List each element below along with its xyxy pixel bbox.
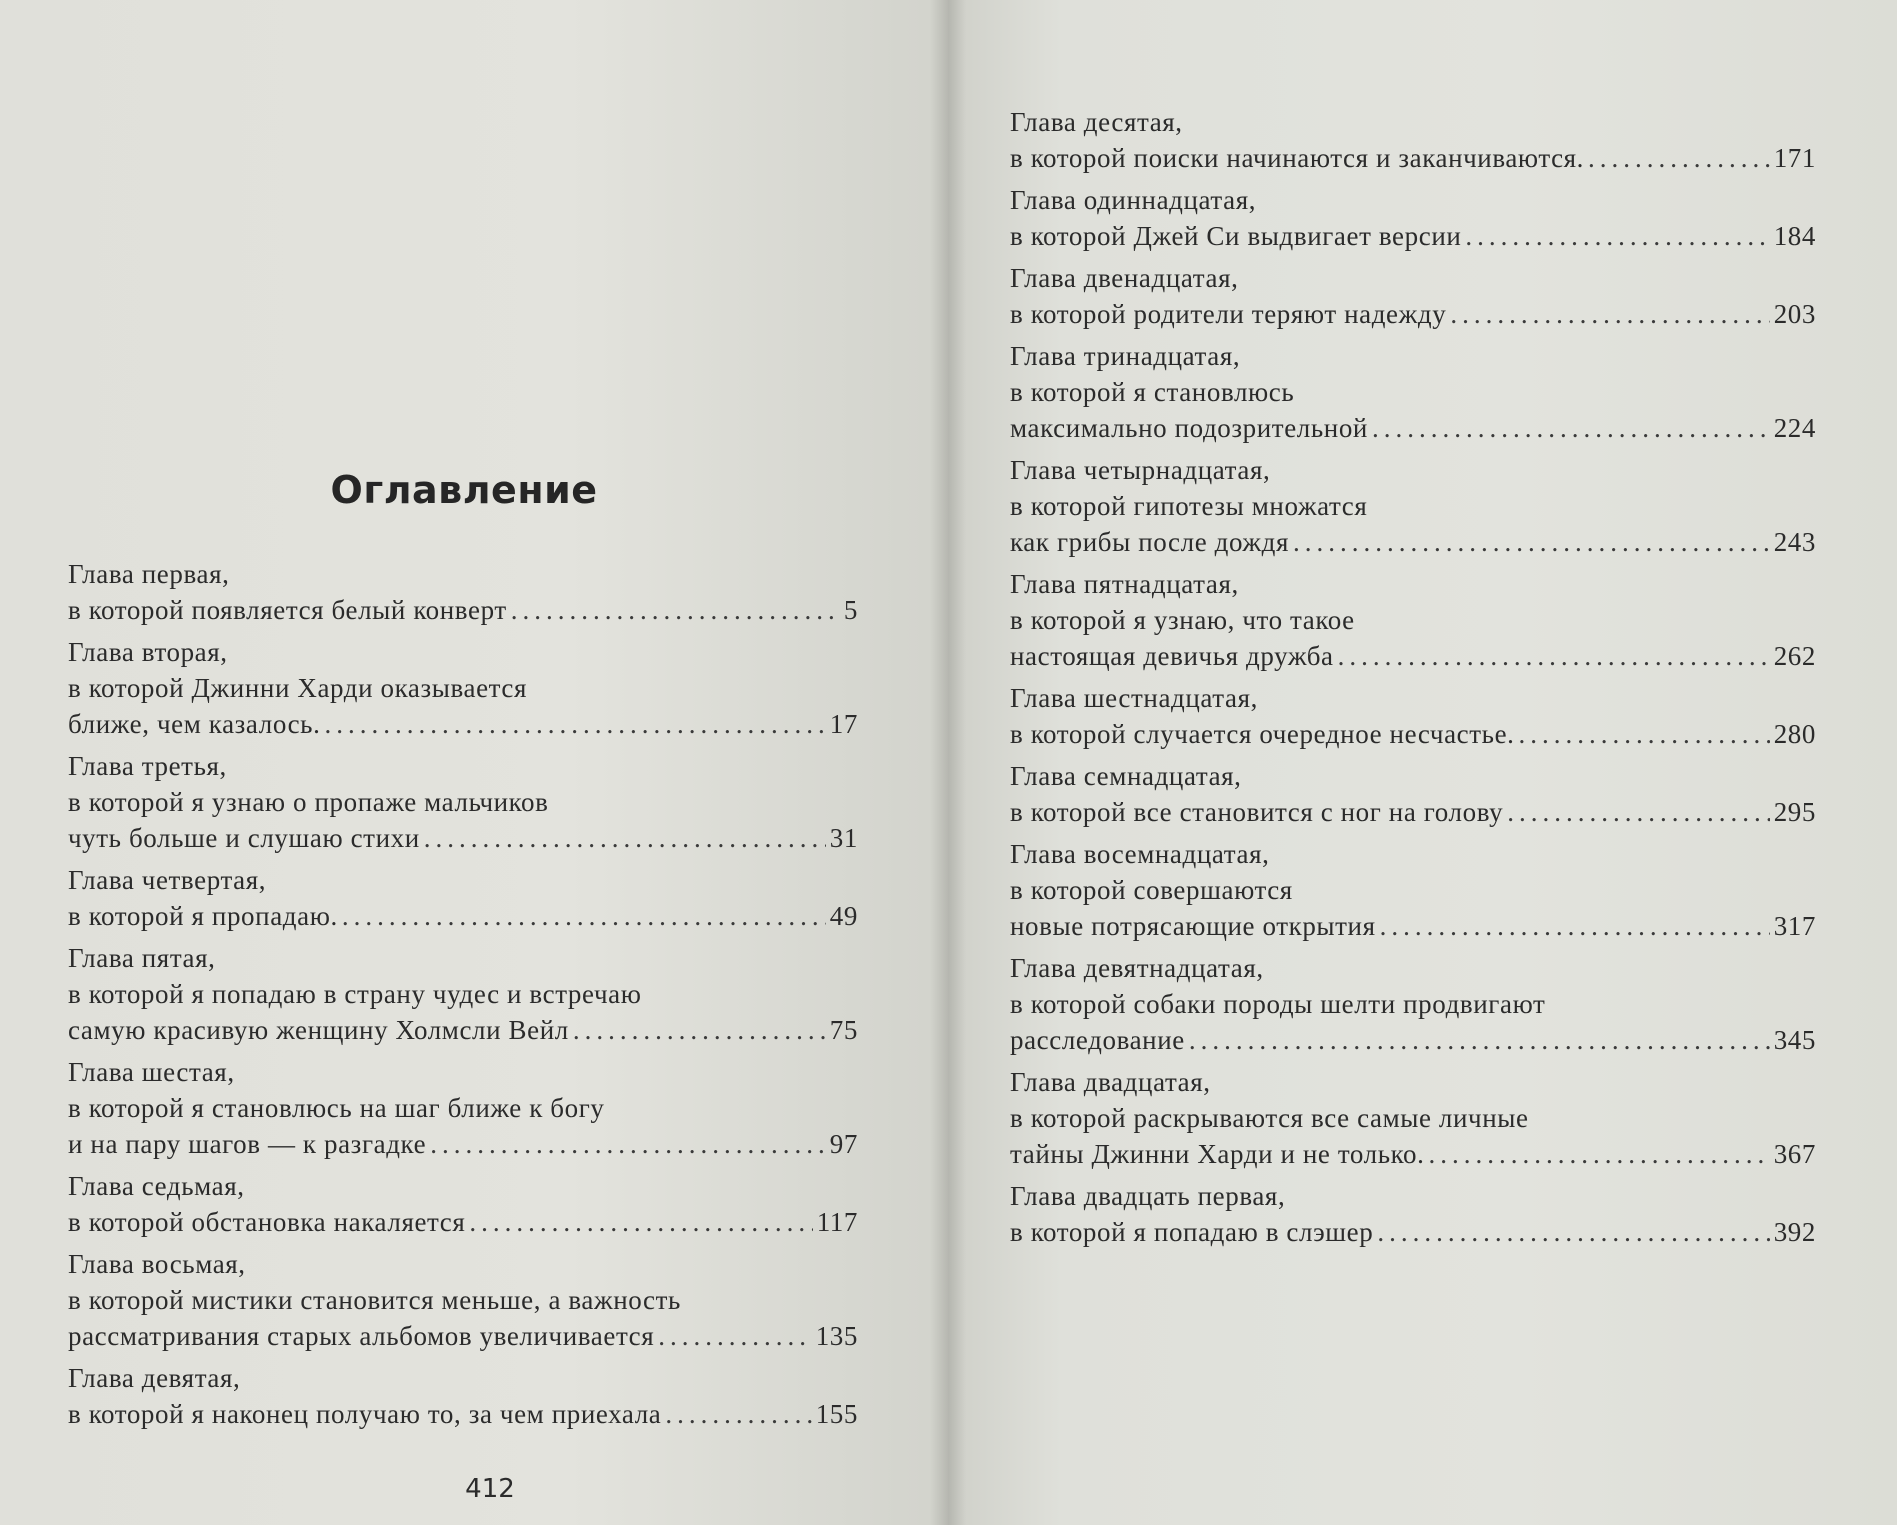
right-page xyxy=(948,0,1897,1525)
dot-leader xyxy=(469,1204,812,1240)
chapter-subtitle-last-line xyxy=(68,1126,858,1162)
page-reference: 345 xyxy=(1773,1025,1816,1055)
toc-entry xyxy=(1010,1178,1816,1250)
page-reference: 135 xyxy=(815,1321,858,1351)
chapter-subtitle-last-line xyxy=(1010,1022,1816,1058)
page-title: Оглавление xyxy=(330,468,598,512)
dot-leader xyxy=(665,1396,811,1432)
chapter-heading: Глава тринадцатая, xyxy=(1010,341,1241,371)
chapter-subtitle-last-line xyxy=(1010,908,1816,944)
chapter-subtitle-last-line xyxy=(1010,1214,1816,1250)
chapter-heading: Глава двадцатая, xyxy=(1010,1067,1211,1097)
page-reference: 224 xyxy=(1773,413,1816,443)
chapter-subtitle-text: самую красивую женщину Холмсли Вейл xyxy=(68,1015,569,1045)
toc-entry xyxy=(1010,260,1816,332)
page-reference: 262 xyxy=(1773,641,1816,671)
chapter-heading: Глава четвертая, xyxy=(68,865,267,895)
page-reference: 295 xyxy=(1773,797,1816,827)
dot-leader xyxy=(324,706,825,742)
page-reference: 392 xyxy=(1773,1217,1816,1247)
book-gutter-shadow xyxy=(930,0,966,1525)
toc-entry xyxy=(1010,836,1816,944)
chapter-subtitle-last-line xyxy=(68,820,858,856)
chapter-subtitle-line: в которой мистики становится меньше, а важность xyxy=(68,1285,681,1315)
chapter-subtitle-line: в которой собаки породы шелти продвигают xyxy=(1010,989,1546,1019)
page-reference: 243 xyxy=(1773,527,1816,557)
chapter-subtitle-text: в которой я наконец получаю то, за чем приехала xyxy=(68,1399,662,1429)
page-reference: 317 xyxy=(1773,911,1816,941)
page-reference: 49 xyxy=(829,901,858,931)
toc-entry xyxy=(68,748,858,856)
dot-leader xyxy=(342,898,826,934)
dot-leader xyxy=(430,1126,826,1162)
chapter-subtitle-text: в которой случается очередное несчастье. xyxy=(1010,719,1515,749)
dot-leader xyxy=(1588,140,1770,176)
chapter-subtitle-last-line xyxy=(1010,296,1816,332)
page-reference: 184 xyxy=(1773,221,1816,251)
dot-leader xyxy=(658,1318,811,1354)
dot-leader xyxy=(1293,524,1770,560)
chapter-subtitle-last-line xyxy=(1010,1136,1816,1172)
toc-entry xyxy=(1010,758,1816,830)
chapter-subtitle-text: и на пару шагов — к разгадке xyxy=(68,1129,427,1159)
dot-leader xyxy=(1189,1022,1770,1058)
chapter-subtitle-last-line xyxy=(1010,794,1816,830)
dot-leader xyxy=(1450,296,1769,332)
toc-entry xyxy=(68,1168,858,1240)
chapter-subtitle-last-line xyxy=(68,592,858,628)
chapter-subtitle-last-line xyxy=(68,1318,858,1354)
chapter-heading: Глава девятая, xyxy=(68,1363,241,1393)
chapter-heading: Глава первая, xyxy=(68,559,230,589)
chapter-subtitle-line: в которой я попадаю в страну чудес и встречаю xyxy=(68,979,642,1009)
chapter-heading: Глава девятнадцатая, xyxy=(1010,953,1264,983)
chapter-subtitle-last-line xyxy=(1010,410,1816,446)
toc-entry xyxy=(1010,680,1816,752)
toc-entry xyxy=(68,556,858,628)
toc-entry xyxy=(1010,950,1816,1058)
chapter-subtitle-last-line xyxy=(68,898,858,934)
dot-leader xyxy=(424,820,826,856)
chapter-subtitle-text: чуть больше и слушаю стихи xyxy=(68,823,420,853)
dot-leader xyxy=(573,1012,826,1048)
page-reference: 117 xyxy=(816,1207,858,1237)
chapter-subtitle-last-line xyxy=(68,1204,858,1240)
chapter-subtitle-line: в которой Джинни Харди оказывается xyxy=(68,673,528,703)
dot-leader xyxy=(1380,908,1770,944)
chapter-subtitle-text: в которой Джей Си выдвигает версии xyxy=(1010,221,1462,251)
chapter-subtitle-line: в которой я узнаю, что такое xyxy=(1010,605,1355,635)
toc-entry xyxy=(1010,338,1816,446)
chapter-subtitle-line: в которой я становлюсь на шаг ближе к богу xyxy=(68,1093,605,1123)
chapter-subtitle-line: в которой раскрываются все самые личные xyxy=(1010,1103,1529,1133)
dot-leader xyxy=(1519,716,1770,752)
chapter-heading: Глава семнадцатая, xyxy=(1010,761,1242,791)
toc-entry xyxy=(68,940,858,1048)
dot-leader xyxy=(1507,794,1769,830)
toc-entry xyxy=(1010,182,1816,254)
page-reference: 171 xyxy=(1773,143,1816,173)
page-number: 412 xyxy=(465,1474,515,1504)
chapter-subtitle-line: в которой гипотезы множатся xyxy=(1010,491,1368,521)
dot-leader xyxy=(1338,638,1770,674)
chapter-subtitle-text: новые потрясающие открытия xyxy=(1010,911,1376,941)
toc-entry xyxy=(68,1054,858,1162)
chapter-subtitle-last-line xyxy=(1010,638,1816,674)
chapter-subtitle-text: расследование xyxy=(1010,1025,1185,1055)
page-reference: 155 xyxy=(815,1399,858,1429)
page-reference: 203 xyxy=(1773,299,1816,329)
chapter-heading: Глава десятая, xyxy=(1010,107,1183,137)
chapter-heading: Глава шестая, xyxy=(68,1057,235,1087)
chapter-subtitle-text: в которой все становится с ног на голову xyxy=(1010,797,1504,827)
chapter-subtitle-text: максимально подозрительной xyxy=(1010,413,1368,443)
toc-right-column xyxy=(1010,104,1816,1256)
page-reference: 31 xyxy=(829,823,858,853)
chapter-heading: Глава пятая, xyxy=(68,943,216,973)
chapter-heading: Глава одиннадцатая, xyxy=(1010,185,1257,215)
chapter-subtitle-last-line xyxy=(1010,140,1816,176)
dot-leader xyxy=(511,592,840,628)
chapter-heading: Глава третья, xyxy=(68,751,227,781)
chapter-subtitle-text: в которой поиски начинаются и заканчиваются. xyxy=(1010,143,1585,173)
chapter-subtitle-text: в которой я пропадаю. xyxy=(68,901,338,931)
toc-entry xyxy=(1010,104,1816,176)
toc-entry xyxy=(68,1246,858,1354)
chapter-heading: Глава восьмая, xyxy=(68,1249,246,1279)
chapter-subtitle-text: как грибы после дождя xyxy=(1010,527,1290,557)
chapter-subtitle-last-line xyxy=(1010,524,1816,560)
page-reference: 97 xyxy=(829,1129,858,1159)
chapter-heading: Глава шестнадцатая, xyxy=(1010,683,1258,713)
chapter-subtitle-text: в которой я попадаю в слэшер xyxy=(1010,1217,1374,1247)
chapter-subtitle-last-line xyxy=(68,1396,858,1432)
toc-left-column xyxy=(68,556,858,1438)
chapter-heading: Глава двенадцатая, xyxy=(1010,263,1239,293)
toc-entry xyxy=(1010,566,1816,674)
chapter-subtitle-last-line xyxy=(1010,716,1816,752)
chapter-subtitle-text: рассматривания старых альбомов увеличивается xyxy=(68,1321,655,1351)
page-reference: 367 xyxy=(1773,1139,1816,1169)
chapter-heading: Глава седьмая, xyxy=(68,1171,245,1201)
chapter-heading: Глава восемнадцатая, xyxy=(1010,839,1270,869)
chapter-heading: Глава четырнадцатая, xyxy=(1010,455,1271,485)
page-reference: 5 xyxy=(843,595,858,625)
left-page xyxy=(0,0,948,1525)
page-reference: 280 xyxy=(1773,719,1816,749)
chapter-subtitle-text: в которой появляется белый конверт xyxy=(68,595,507,625)
toc-entry xyxy=(68,634,858,742)
toc-entry xyxy=(68,1360,858,1432)
chapter-heading: Глава пятнадцатая, xyxy=(1010,569,1239,599)
chapter-subtitle-text: тайны Джинни Харди и не только. xyxy=(1010,1139,1425,1169)
chapter-subtitle-last-line xyxy=(68,1012,858,1048)
chapter-heading: Глава вторая, xyxy=(68,637,228,667)
chapter-subtitle-line: в которой я становлюсь xyxy=(1010,377,1295,407)
dot-leader xyxy=(1465,218,1769,254)
chapter-subtitle-text: ближе, чем казалось. xyxy=(68,709,321,739)
page-reference: 17 xyxy=(829,709,858,739)
chapter-subtitle-last-line xyxy=(68,706,858,742)
chapter-subtitle-text: настоящая девичья дружба xyxy=(1010,641,1334,671)
dot-leader xyxy=(1377,1214,1769,1250)
chapter-subtitle-last-line xyxy=(1010,218,1816,254)
chapter-heading: Глава двадцать первая, xyxy=(1010,1181,1286,1211)
toc-entry xyxy=(1010,452,1816,560)
dot-leader xyxy=(1372,410,1770,446)
dot-leader xyxy=(1428,1136,1769,1172)
chapter-subtitle-text: в которой родители теряют надежду xyxy=(1010,299,1447,329)
chapter-subtitle-text: в которой обстановка накаляется xyxy=(68,1207,466,1237)
toc-entry xyxy=(68,862,858,934)
chapter-subtitle-line: в которой совершаются xyxy=(1010,875,1293,905)
chapter-subtitle-line: в которой я узнаю о пропаже мальчиков xyxy=(68,787,549,817)
toc-entry xyxy=(1010,1064,1816,1172)
page-reference: 75 xyxy=(829,1015,858,1045)
